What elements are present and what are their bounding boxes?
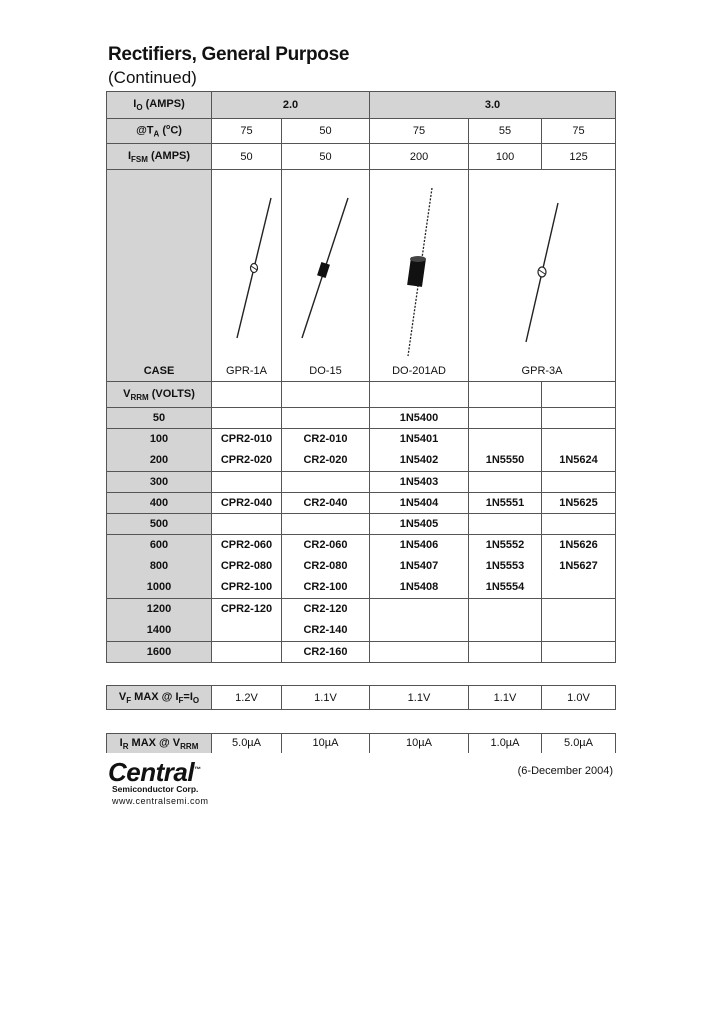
empty-cell xyxy=(469,382,542,408)
part-cell xyxy=(282,472,370,493)
part-cell xyxy=(370,642,469,663)
company-url: www.centralsemi.com xyxy=(112,796,209,806)
ir-value: 10µA xyxy=(282,734,370,753)
part-cell xyxy=(282,514,370,535)
voltage-label: 400 xyxy=(107,493,212,514)
row-vf xyxy=(107,686,616,710)
central-logo: Central™ xyxy=(108,757,201,787)
ir-value: 1.0µA xyxy=(469,734,542,753)
part-cell: 1N5624 xyxy=(542,429,616,472)
empty-cell xyxy=(282,382,370,408)
part-cell xyxy=(212,472,282,493)
case-name: GPR-3A xyxy=(521,365,563,377)
io-label: $I_O$ (AMPS) xyxy=(107,92,212,119)
row-vrrm xyxy=(107,382,616,408)
vf-value: 1.1V xyxy=(282,686,370,710)
part-cell: 1N5406 1N5407 1N5408 xyxy=(370,535,469,599)
row-ta xyxy=(107,119,616,144)
voltage-label: 1600 xyxy=(107,642,212,663)
ir-table xyxy=(106,733,616,753)
page-title: Rectifiers, General Purpose xyxy=(108,44,350,65)
case-label: CASE xyxy=(107,170,212,382)
ta-value: 75 xyxy=(370,119,469,144)
part-cell: CR2-120 CR2-140 xyxy=(282,599,370,642)
ifsm-value: 100 xyxy=(469,144,542,170)
part-cell xyxy=(469,472,542,493)
vf-table xyxy=(106,685,616,710)
part-cell xyxy=(542,408,616,429)
voltage-row xyxy=(107,514,616,535)
vf-value: 1.1V xyxy=(370,686,469,710)
part-cell xyxy=(469,642,542,663)
vrrm-label: $V_{RRM}$ (VOLTS) xyxy=(107,382,212,408)
document-date: (6-December 2004) xyxy=(517,765,613,777)
ta-value: 55 xyxy=(469,119,542,144)
row-ifsm xyxy=(107,144,616,170)
ifsm-value: 125 xyxy=(542,144,616,170)
voltage-row xyxy=(107,408,616,429)
part-cell: 1N5552 1N5553 1N5554 xyxy=(469,535,542,599)
part-cell: CPR2-060 CPR2-080 CPR2-100 xyxy=(212,535,282,599)
empty-cell xyxy=(212,382,282,408)
voltage-row xyxy=(107,599,616,642)
voltage-label: 1200 1400 xyxy=(107,599,212,642)
row-ir xyxy=(107,734,616,753)
voltage-label: 300 xyxy=(107,472,212,493)
part-cell: CR2-040 xyxy=(282,493,370,514)
case-name: DO-201AD xyxy=(392,365,446,377)
part-cell xyxy=(542,514,616,535)
case-name: DO-15 xyxy=(309,365,342,377)
part-cell: 1N5625 xyxy=(542,493,616,514)
part-cell: CPR2-010 CPR2-020 xyxy=(212,429,282,472)
part-cell: 1N5550 xyxy=(469,429,542,472)
part-cell: CR2-060 CR2-080 CR2-100 xyxy=(282,535,370,599)
empty-cell xyxy=(542,599,616,642)
ta-value: 75 xyxy=(212,119,282,144)
case-cell xyxy=(370,170,469,382)
case-cell xyxy=(212,170,282,382)
ta-value: 50 xyxy=(282,119,370,144)
part-cell xyxy=(282,408,370,429)
voltage-label: 500 xyxy=(107,514,212,535)
case-cell xyxy=(469,170,616,382)
ifsm-value: 50 xyxy=(212,144,282,170)
part-cell: 1N5404 xyxy=(370,493,469,514)
io-group-a: 2.0 xyxy=(212,92,370,119)
part-cell: 1N5405 xyxy=(370,514,469,535)
voltage-row xyxy=(107,535,616,599)
part-cell xyxy=(469,408,542,429)
gpr-1a-package-image xyxy=(212,170,282,382)
ir-value: 5.0µA xyxy=(212,734,282,753)
io-group-b: 3.0 xyxy=(370,92,616,119)
ir-value: 10µA xyxy=(370,734,469,753)
vf-label: $V_F$ MAX @ $I_F=I_O$ xyxy=(107,686,212,710)
case-name: GPR-1A xyxy=(226,365,267,377)
part-cell xyxy=(542,642,616,663)
ifsm-value: 200 xyxy=(370,144,469,170)
voltage-label: 100 200 xyxy=(107,429,212,472)
part-cell xyxy=(542,472,616,493)
part-cell: CPR2-120 xyxy=(212,599,282,642)
ta-value: 75 xyxy=(542,119,616,144)
voltage-label: 600 800 1000 xyxy=(107,535,212,599)
part-cell: 1N5551 xyxy=(469,493,542,514)
vf-value: 1.0V xyxy=(542,686,616,710)
part-cell xyxy=(212,514,282,535)
ir-value: 5.0µA xyxy=(542,734,616,753)
vf-value: 1.2V xyxy=(212,686,282,710)
row-case xyxy=(107,170,616,382)
empty-cell xyxy=(469,599,542,642)
empty-cell xyxy=(542,382,616,408)
part-cell xyxy=(469,514,542,535)
part-cell: CPR2-040 xyxy=(212,493,282,514)
part-cell: CR2-010 CR2-020 xyxy=(282,429,370,472)
empty-cell xyxy=(370,382,469,408)
voltage-row xyxy=(107,493,616,514)
vf-value: 1.1V xyxy=(469,686,542,710)
company-name: Semiconductor Corp. xyxy=(112,784,199,794)
gpr-3a-package-image xyxy=(469,170,616,382)
ir-label: $I_R$ MAX @ $V_{RRM}$ xyxy=(107,734,212,753)
part-cell: 1N5400 xyxy=(370,408,469,429)
row-io xyxy=(107,92,616,119)
do-201ad-package-image xyxy=(370,170,469,382)
ta-label: $@T_A$ ($^o$C) xyxy=(107,119,212,144)
part-cell: 1N5401 1N5402 xyxy=(370,429,469,472)
part-cell xyxy=(212,408,282,429)
ifsm-value: 50 xyxy=(282,144,370,170)
part-cell xyxy=(212,642,282,663)
page-subtitle: (Continued) xyxy=(108,68,197,87)
rectifier-spec-table xyxy=(106,91,616,663)
voltage-row xyxy=(107,429,616,472)
part-cell: 1N5403 xyxy=(370,472,469,493)
voltage-row xyxy=(107,472,616,493)
part-cell: CR2-160 xyxy=(282,642,370,663)
ifsm-label: $I_{FSM}$ (AMPS) xyxy=(107,144,212,170)
case-cell xyxy=(282,170,370,382)
voltage-row xyxy=(107,642,616,663)
part-cell: 1N5626 1N5627 xyxy=(542,535,616,599)
voltage-label: 50 xyxy=(107,408,212,429)
empty-cell xyxy=(370,599,469,642)
do-15-package-image xyxy=(282,170,370,382)
